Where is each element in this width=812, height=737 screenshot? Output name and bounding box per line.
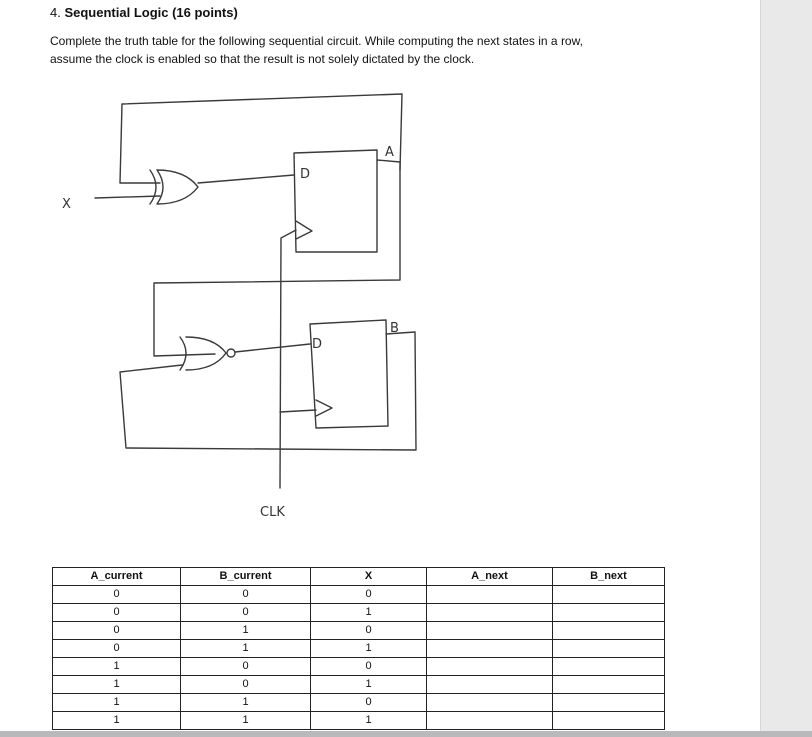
flipflop-b-clock-triangle [316,400,332,416]
question-heading [50,5,238,20]
header-b-current: B_current [181,568,311,586]
cell-b-current: 0 [181,658,311,676]
flipflop-a-q-label: A [385,145,394,160]
cell-b-current: 1 [181,640,311,658]
flipflop-a-output-wire [154,160,400,356]
question-instructions [50,32,690,68]
cell-b-next[interactable] [553,640,665,658]
flipflop-a-clock-triangle [296,221,312,239]
cell-x: 1 [311,640,427,658]
table-row [53,694,665,712]
table-row [53,586,665,604]
table-row [53,622,665,640]
cell-b-next[interactable] [553,676,665,694]
gate-inversion-bubble [227,349,235,357]
gate-to-db-wire [235,344,310,352]
flipflop-b-output-wire [120,332,416,450]
question-title: Sequential Logic (16 points) [64,5,238,20]
header-a-current: A_current [53,568,181,586]
viewer-bottom-scrollbar[interactable] [0,731,812,737]
instruction-line-2: assume the clock is enabled so that the result is not solely dictated by the clock. [50,52,475,66]
cell-b-current: 0 [181,604,311,622]
cell-x: 0 [311,622,427,640]
cell-x: 1 [311,676,427,694]
truth-table [52,567,665,730]
cell-a-current: 1 [53,658,181,676]
clock-label: CLK [260,505,285,520]
cell-x: 1 [311,604,427,622]
cell-a-current: 0 [53,586,181,604]
input-label-x: X [62,197,71,212]
xor-to-da-wire [198,175,294,183]
cell-a-next[interactable] [427,676,553,694]
circuit-diagram [50,80,450,540]
table-row [53,676,665,694]
cell-b-current: 1 [181,712,311,730]
cell-b-next[interactable] [553,694,665,712]
question-number: 4. [50,5,61,20]
flipflop-b-d-label: D [312,337,323,352]
cell-a-next[interactable] [427,694,553,712]
cell-a-next[interactable] [427,604,553,622]
table-row [53,658,665,676]
cell-x: 0 [311,586,427,604]
xor-gate [150,170,198,204]
cell-b-next[interactable] [553,604,665,622]
cell-a-current: 0 [53,604,181,622]
cell-a-next[interactable] [427,586,553,604]
viewer-right-gutter [760,0,812,737]
truth-table-header-row [53,568,665,586]
cell-x: 0 [311,694,427,712]
cell-a-current: 1 [53,676,181,694]
table-row [53,604,665,622]
cell-a-next[interactable] [427,658,553,676]
cell-x: 0 [311,658,427,676]
cell-a-next[interactable] [427,622,553,640]
header-a-next: A_next [427,568,553,586]
flipflop-b-q-label: B [390,321,399,336]
cell-b-next[interactable] [553,586,665,604]
input-wire-x [95,196,160,198]
header-b-next: B_next [553,568,665,586]
xnor-gate [180,337,226,370]
cell-a-current: 0 [53,622,181,640]
header-x: X [311,568,427,586]
cell-a-current: 1 [53,694,181,712]
cell-a-current: 1 [53,712,181,730]
flipflop-a-d-label: D [300,167,311,182]
instruction-line-1: Complete the truth table for the following sequential circuit. While computing the next states in a row, [50,34,583,48]
cell-b-next[interactable] [553,622,665,640]
cell-x: 1 [311,712,427,730]
cell-b-next[interactable] [553,712,665,730]
circuit-drawing [50,80,450,540]
cell-a-next[interactable] [427,712,553,730]
cell-b-next[interactable] [553,658,665,676]
cell-a-current: 0 [53,640,181,658]
table-row [53,712,665,730]
flipflop-a-box [294,150,377,252]
cell-b-current: 1 [181,694,311,712]
cell-a-next[interactable] [427,640,553,658]
cell-b-current: 1 [181,622,311,640]
table-row [53,640,665,658]
cell-b-current: 0 [181,586,311,604]
cell-b-current: 0 [181,676,311,694]
